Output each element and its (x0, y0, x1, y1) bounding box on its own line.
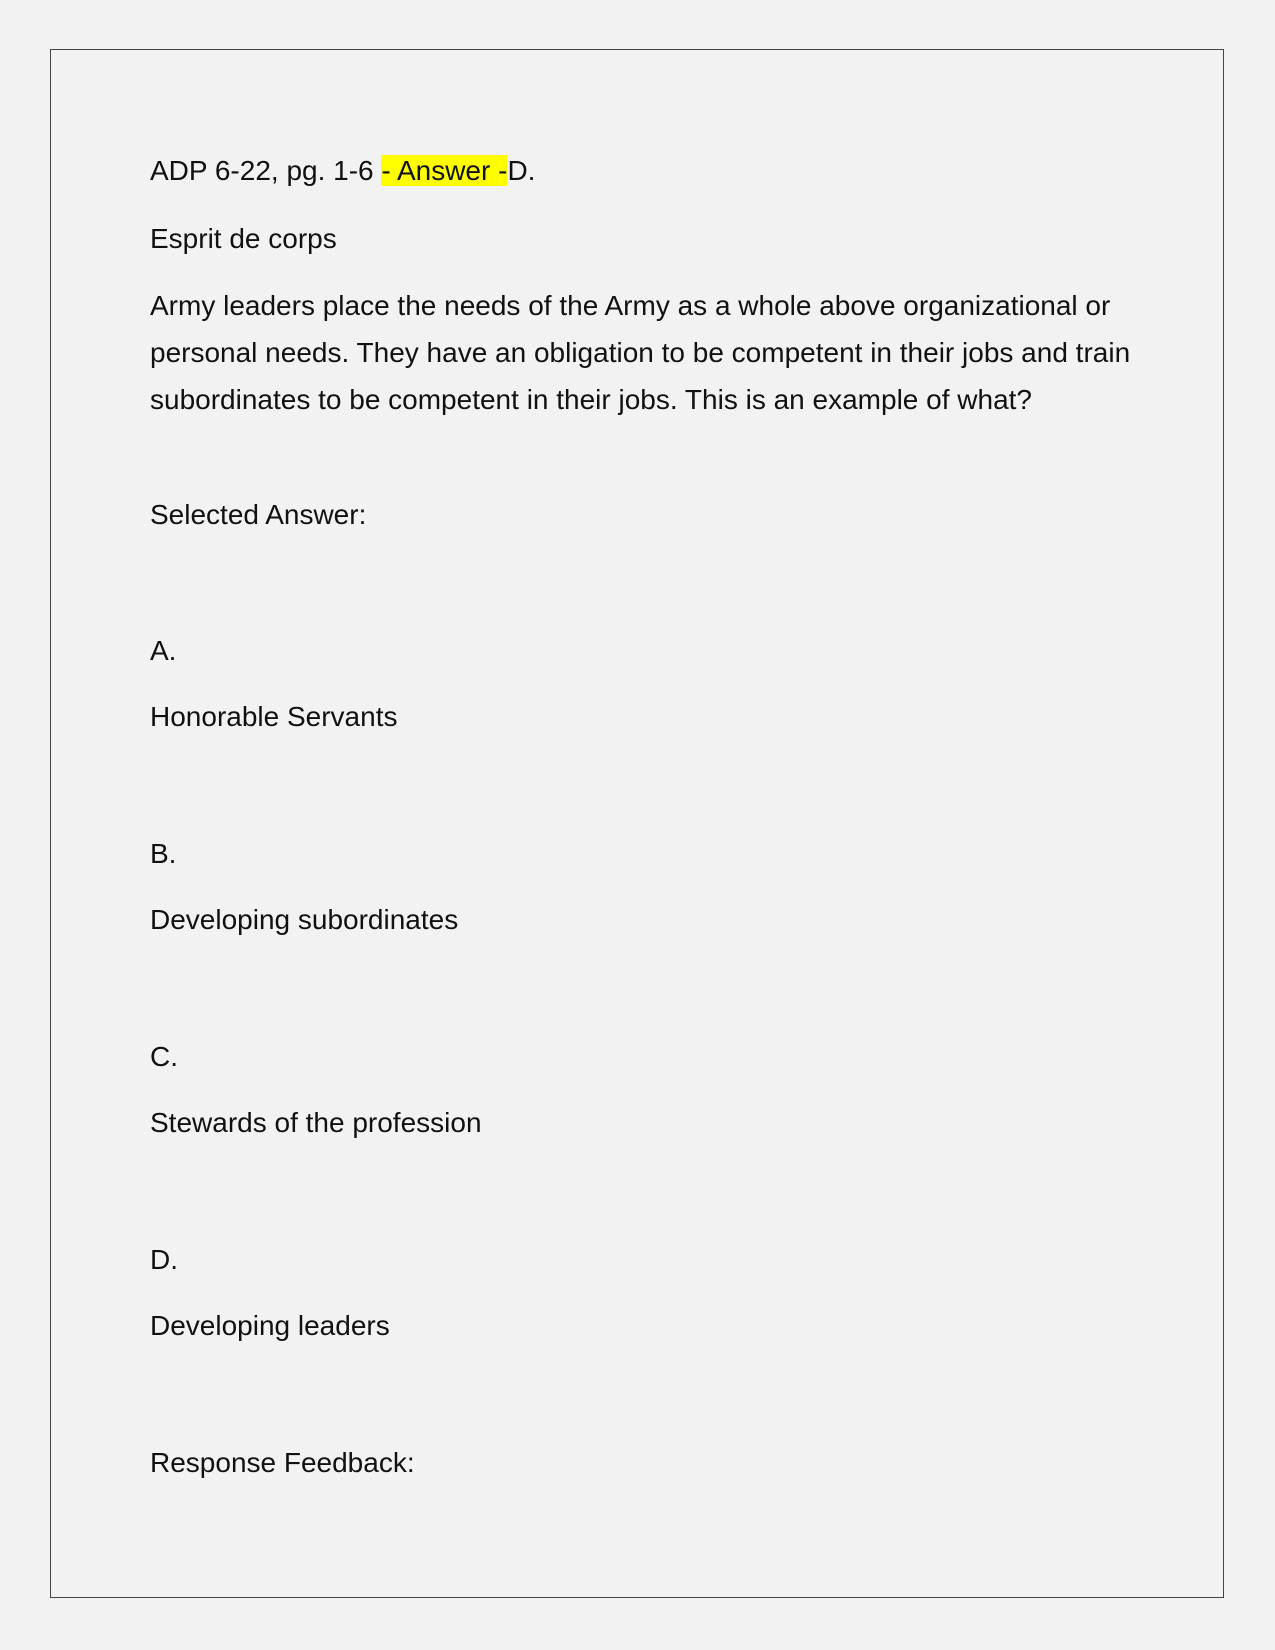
answer-letter: D. (507, 155, 536, 186)
option-b-letter: B. (150, 838, 177, 869)
answer-header-line (150, 147, 535, 194)
option-b-text: Developing subordinates (150, 904, 459, 935)
response-feedback-label: Response Feedback: (150, 1447, 415, 1478)
option-a-letter: A. (150, 635, 177, 666)
question-text: Army leaders place the needs of the Army as a whole above organizational or personal needs. They have an obligation to be competent in their jobs and train subordinates to be competent in their jobs. This is an example of what? (150, 290, 1131, 415)
reference-text: ADP 6-22, pg. 1-6 (150, 155, 382, 186)
option-d-text: Developing leaders (150, 1310, 390, 1341)
option-c-text: Stewards of the profession (150, 1107, 482, 1138)
answer-text: Esprit de corps (150, 223, 337, 254)
option-c-letter: C. (150, 1041, 178, 1072)
answer-marker-highlight: - Answer - (381, 155, 508, 186)
option-a-text: Honorable Servants (150, 701, 398, 732)
selected-answer-label: Selected Answer: (150, 499, 367, 530)
option-d-letter: D. (150, 1244, 178, 1275)
